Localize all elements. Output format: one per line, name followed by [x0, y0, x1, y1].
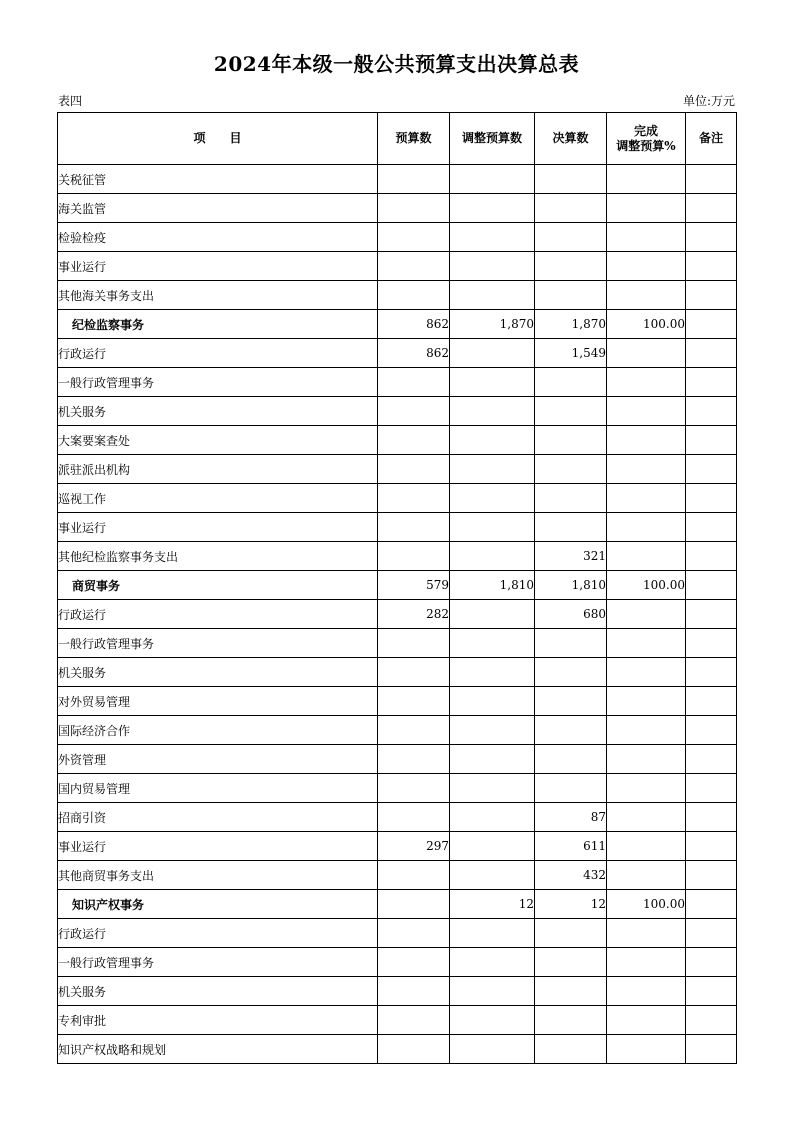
cell-note — [686, 165, 737, 194]
cell-completion-rate — [607, 1006, 686, 1035]
cell-adjusted-budget — [450, 484, 535, 513]
cell-budget — [378, 542, 450, 571]
cell-note — [686, 339, 737, 368]
table-row — [58, 571, 737, 600]
cell-note — [686, 571, 737, 600]
cell-final-accounts — [535, 745, 607, 774]
cell-item: 机关服务 — [58, 658, 378, 687]
table-row — [58, 339, 737, 368]
cell-adjusted-budget — [450, 745, 535, 774]
table-row — [58, 542, 737, 571]
cell-note — [686, 484, 737, 513]
cell-completion-rate — [607, 658, 686, 687]
cell-item: 事业运行 — [58, 513, 378, 542]
cell-item: 外资管理 — [58, 745, 378, 774]
table-row — [58, 484, 737, 513]
cell-completion-rate — [607, 948, 686, 977]
cell-budget — [378, 803, 450, 832]
cell-note — [686, 948, 737, 977]
cell-item: 纪检监察事务 — [58, 310, 378, 339]
cell-adjusted-budget — [450, 223, 535, 252]
cell-completion-rate — [607, 832, 686, 861]
table-row — [58, 716, 737, 745]
cell-item: 行政运行 — [58, 339, 378, 368]
cell-note — [686, 803, 737, 832]
cell-completion-rate — [607, 368, 686, 397]
cell-completion-rate: 100.00 — [607, 890, 686, 919]
cell-completion-rate — [607, 716, 686, 745]
cell-adjusted-budget — [450, 397, 535, 426]
cell-final-accounts: 1,810 — [535, 571, 607, 600]
cell-note — [686, 252, 737, 281]
cell-completion-rate — [607, 281, 686, 310]
table-row — [58, 310, 737, 339]
cell-item: 其他商贸事务支出 — [58, 861, 378, 890]
table-row — [58, 252, 737, 281]
cell-adjusted-budget — [450, 832, 535, 861]
cell-adjusted-budget — [450, 861, 535, 890]
cell-final-accounts — [535, 455, 607, 484]
cell-note — [686, 687, 737, 716]
cell-note — [686, 194, 737, 223]
cell-note — [686, 919, 737, 948]
cell-budget — [378, 426, 450, 455]
cell-adjusted-budget — [450, 194, 535, 223]
cell-final-accounts — [535, 397, 607, 426]
cell-item: 行政运行 — [58, 600, 378, 629]
cell-item: 行政运行 — [58, 919, 378, 948]
cell-final-accounts — [535, 948, 607, 977]
cell-budget — [378, 165, 450, 194]
cell-note — [686, 890, 737, 919]
table-row — [58, 397, 737, 426]
cell-final-accounts — [535, 281, 607, 310]
cell-adjusted-budget: 1,810 — [450, 571, 535, 600]
cell-completion-rate — [607, 803, 686, 832]
cell-note — [686, 368, 737, 397]
cell-budget — [378, 513, 450, 542]
cell-note — [686, 861, 737, 890]
cell-budget — [378, 455, 450, 484]
table-row — [58, 223, 737, 252]
table-row — [58, 948, 737, 977]
header-adjusted-budget: 调整预算数 — [450, 113, 535, 165]
table-row — [58, 455, 737, 484]
cell-note — [686, 397, 737, 426]
cell-completion-rate — [607, 252, 686, 281]
cell-item: 一般行政管理事务 — [58, 948, 378, 977]
cell-note — [686, 629, 737, 658]
cell-budget — [378, 1006, 450, 1035]
cell-item: 大案要案查处 — [58, 426, 378, 455]
header-note: 备注 — [686, 113, 737, 165]
cell-adjusted-budget — [450, 513, 535, 542]
cell-budget — [378, 977, 450, 1006]
cell-budget — [378, 629, 450, 658]
table-row — [58, 281, 737, 310]
page-title: 2024年本级一般公共预算支出决算总表 — [213, 52, 580, 76]
cell-adjusted-budget — [450, 455, 535, 484]
table-row — [58, 803, 737, 832]
table-row — [58, 513, 737, 542]
header-item: 项 目 — [58, 113, 378, 165]
table-row — [58, 629, 737, 658]
table-row — [58, 890, 737, 919]
table-row — [58, 977, 737, 1006]
cell-item: 机关服务 — [58, 977, 378, 1006]
cell-completion-rate: 100.00 — [607, 310, 686, 339]
table-row — [58, 600, 737, 629]
cell-completion-rate — [607, 600, 686, 629]
cell-note — [686, 542, 737, 571]
cell-completion-rate — [607, 1035, 686, 1064]
cell-budget — [378, 919, 450, 948]
cell-completion-rate — [607, 861, 686, 890]
cell-adjusted-budget — [450, 165, 535, 194]
cell-adjusted-budget — [450, 368, 535, 397]
cell-adjusted-budget — [450, 600, 535, 629]
cell-item: 国内贸易管理 — [58, 774, 378, 803]
cell-item: 检验检疫 — [58, 223, 378, 252]
cell-budget — [378, 252, 450, 281]
cell-final-accounts — [535, 716, 607, 745]
cell-final-accounts — [535, 1006, 607, 1035]
cell-adjusted-budget — [450, 426, 535, 455]
cell-budget: 297 — [378, 832, 450, 861]
cell-note — [686, 223, 737, 252]
budget-table — [57, 112, 737, 1064]
cell-completion-rate — [607, 165, 686, 194]
header-budget: 预算数 — [378, 113, 450, 165]
cell-completion-rate — [607, 745, 686, 774]
cell-completion-rate — [607, 542, 686, 571]
cell-budget: 282 — [378, 600, 450, 629]
cell-note — [686, 716, 737, 745]
cell-note — [686, 774, 737, 803]
cell-note — [686, 513, 737, 542]
cell-adjusted-budget — [450, 803, 535, 832]
cell-item: 商贸事务 — [58, 571, 378, 600]
cell-adjusted-budget: 12 — [450, 890, 535, 919]
table-number: 表四 — [58, 94, 83, 108]
cell-final-accounts — [535, 513, 607, 542]
cell-budget — [378, 194, 450, 223]
cell-item: 机关服务 — [58, 397, 378, 426]
cell-item: 关税征管 — [58, 165, 378, 194]
cell-final-accounts — [535, 165, 607, 194]
cell-note — [686, 281, 737, 310]
cell-budget — [378, 716, 450, 745]
cell-completion-rate — [607, 977, 686, 1006]
cell-note — [686, 832, 737, 861]
cell-budget: 579 — [378, 571, 450, 600]
table-row — [58, 745, 737, 774]
cell-completion-rate — [607, 484, 686, 513]
cell-completion-rate — [607, 513, 686, 542]
cell-final-accounts — [535, 484, 607, 513]
table-row — [58, 832, 737, 861]
cell-adjusted-budget — [450, 1035, 535, 1064]
cell-adjusted-budget — [450, 919, 535, 948]
cell-item: 事业运行 — [58, 252, 378, 281]
cell-final-accounts: 1,870 — [535, 310, 607, 339]
header-completion-rate: 完成 调整预算% — [607, 113, 686, 165]
cell-budget — [378, 774, 450, 803]
cell-final-accounts: 87 — [535, 803, 607, 832]
cell-completion-rate — [607, 339, 686, 368]
cell-item: 派驻派出机构 — [58, 455, 378, 484]
table-row — [58, 861, 737, 890]
table-row — [58, 368, 737, 397]
cell-final-accounts — [535, 252, 607, 281]
cell-adjusted-budget — [450, 948, 535, 977]
cell-completion-rate — [607, 629, 686, 658]
cell-budget: 862 — [378, 310, 450, 339]
table-row — [58, 919, 737, 948]
table-row — [58, 687, 737, 716]
cell-item: 国际经济合作 — [58, 716, 378, 745]
cell-item: 招商引资 — [58, 803, 378, 832]
cell-item: 事业运行 — [58, 832, 378, 861]
cell-adjusted-budget — [450, 339, 535, 368]
table-row — [58, 658, 737, 687]
cell-final-accounts — [535, 977, 607, 1006]
cell-final-accounts: 12 — [535, 890, 607, 919]
cell-item: 巡视工作 — [58, 484, 378, 513]
cell-adjusted-budget — [450, 252, 535, 281]
cell-budget — [378, 745, 450, 774]
cell-item: 海关监管 — [58, 194, 378, 223]
cell-budget — [378, 1035, 450, 1064]
cell-item: 一般行政管理事务 — [58, 629, 378, 658]
cell-adjusted-budget — [450, 1006, 535, 1035]
cell-final-accounts — [535, 368, 607, 397]
cell-adjusted-budget — [450, 281, 535, 310]
cell-budget — [378, 890, 450, 919]
cell-final-accounts: 680 — [535, 600, 607, 629]
unit-label: 单位:万元 — [682, 94, 735, 108]
cell-adjusted-budget: 1,870 — [450, 310, 535, 339]
cell-note — [686, 977, 737, 1006]
table-row — [58, 194, 737, 223]
cell-completion-rate — [607, 455, 686, 484]
cell-final-accounts — [535, 426, 607, 455]
cell-final-accounts: 321 — [535, 542, 607, 571]
header-final-accounts: 决算数 — [535, 113, 607, 165]
cell-budget — [378, 658, 450, 687]
cell-final-accounts — [535, 223, 607, 252]
cell-adjusted-budget — [450, 774, 535, 803]
cell-note — [686, 310, 737, 339]
cell-adjusted-budget — [450, 977, 535, 1006]
cell-budget — [378, 368, 450, 397]
cell-item: 其他纪检监察事务支出 — [58, 542, 378, 571]
cell-final-accounts — [535, 194, 607, 223]
table-body — [58, 165, 737, 1064]
cell-note — [686, 426, 737, 455]
table-row — [58, 774, 737, 803]
cell-adjusted-budget — [450, 716, 535, 745]
cell-final-accounts — [535, 687, 607, 716]
cell-budget — [378, 861, 450, 890]
cell-item: 其他海关事务支出 — [58, 281, 378, 310]
cell-budget — [378, 687, 450, 716]
cell-completion-rate — [607, 223, 686, 252]
cell-completion-rate — [607, 774, 686, 803]
cell-final-accounts — [535, 658, 607, 687]
cell-adjusted-budget — [450, 687, 535, 716]
cell-item: 专利审批 — [58, 1006, 378, 1035]
cell-completion-rate — [607, 194, 686, 223]
cell-budget: 862 — [378, 339, 450, 368]
cell-final-accounts: 1,549 — [535, 339, 607, 368]
cell-final-accounts: 432 — [535, 861, 607, 890]
cell-adjusted-budget — [450, 658, 535, 687]
cell-note — [686, 600, 737, 629]
cell-note — [686, 1006, 737, 1035]
table-header-row — [58, 113, 737, 165]
cell-completion-rate — [607, 919, 686, 948]
cell-budget — [378, 281, 450, 310]
cell-note — [686, 1035, 737, 1064]
cell-completion-rate — [607, 687, 686, 716]
cell-item: 知识产权战略和规划 — [58, 1035, 378, 1064]
cell-budget — [378, 948, 450, 977]
cell-note — [686, 745, 737, 774]
cell-item: 对外贸易管理 — [58, 687, 378, 716]
cell-budget — [378, 484, 450, 513]
table-row — [58, 1035, 737, 1064]
table-row — [58, 1006, 737, 1035]
cell-budget — [378, 223, 450, 252]
cell-item: 知识产权事务 — [58, 890, 378, 919]
cell-final-accounts: 611 — [535, 832, 607, 861]
cell-budget — [378, 397, 450, 426]
cell-adjusted-budget — [450, 542, 535, 571]
cell-final-accounts — [535, 1035, 607, 1064]
cell-note — [686, 455, 737, 484]
cell-final-accounts — [535, 919, 607, 948]
cell-note — [686, 658, 737, 687]
cell-adjusted-budget — [450, 629, 535, 658]
cell-final-accounts — [535, 774, 607, 803]
table-row — [58, 165, 737, 194]
cell-completion-rate — [607, 397, 686, 426]
cell-item: 一般行政管理事务 — [58, 368, 378, 397]
cell-completion-rate — [607, 426, 686, 455]
cell-completion-rate: 100.00 — [607, 571, 686, 600]
cell-final-accounts — [535, 629, 607, 658]
table-row — [58, 426, 737, 455]
